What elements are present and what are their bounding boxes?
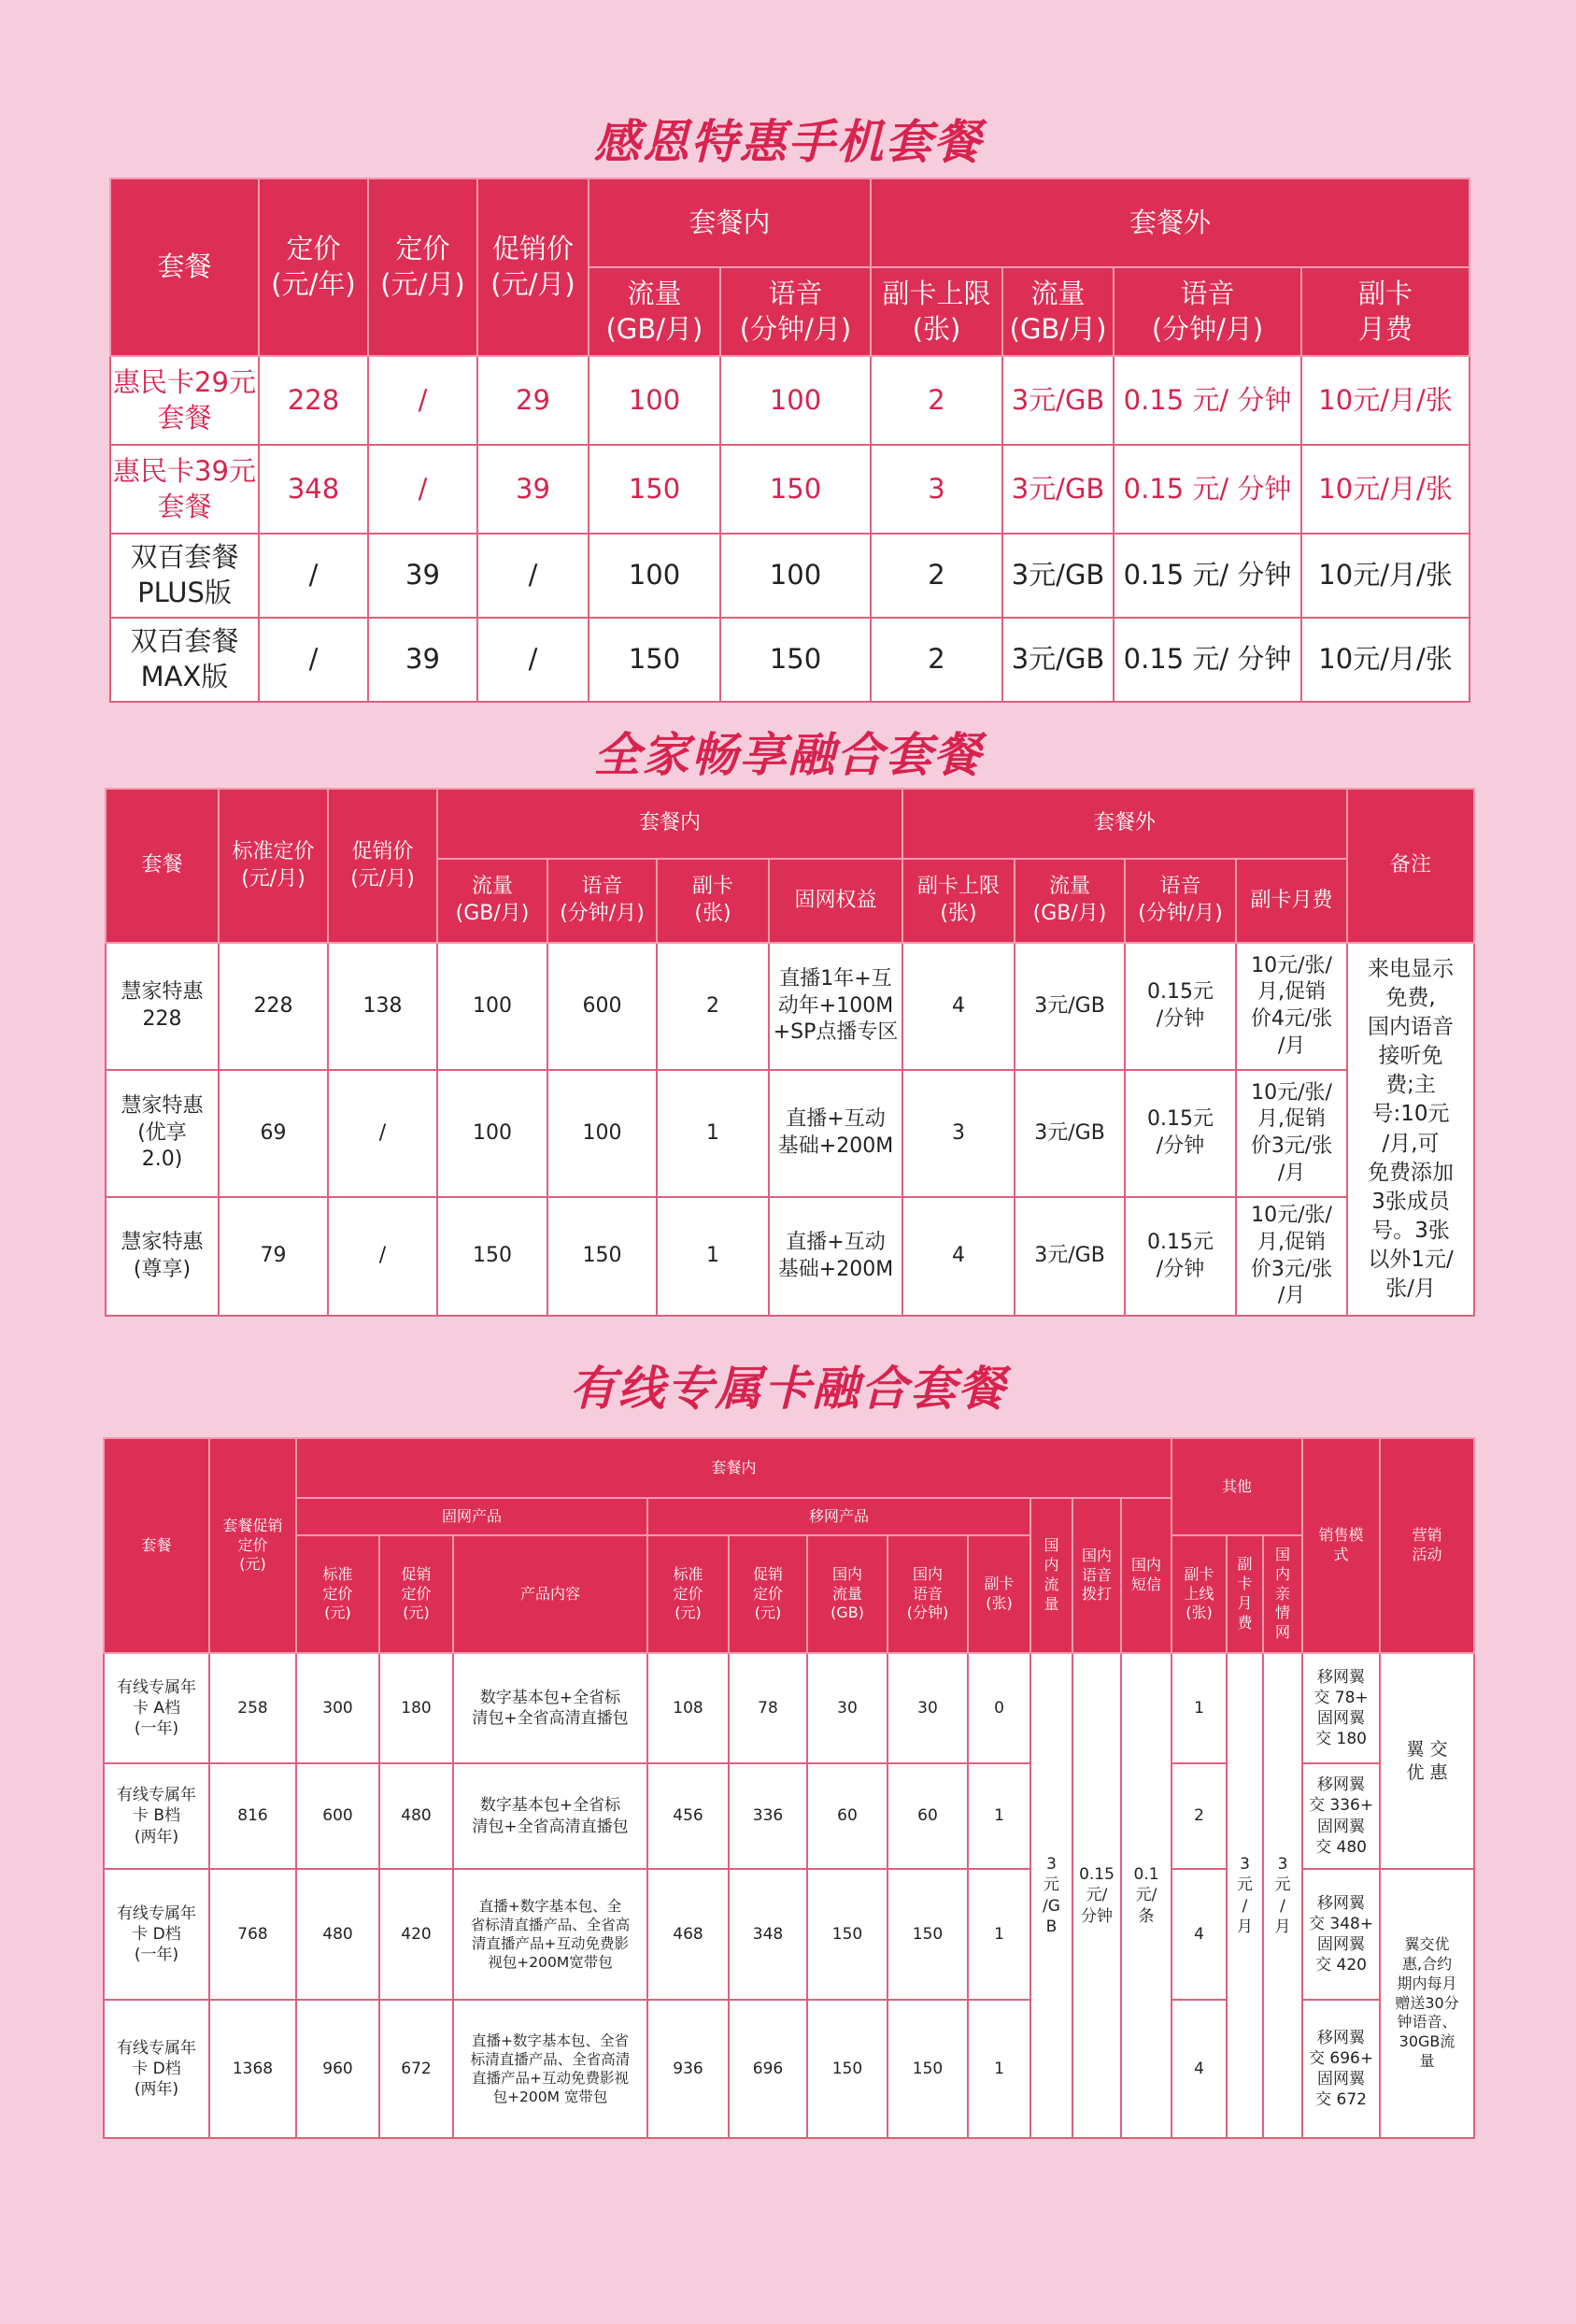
h-price-month: 定价 (元/月) bbox=[368, 178, 477, 356]
merged-marketing-1: 翼 交 优 惠 bbox=[1380, 1653, 1474, 1869]
cell: 直播+互动 基础+200M bbox=[769, 1197, 902, 1316]
cell: 300 bbox=[296, 1653, 379, 1763]
cell: 100 bbox=[437, 1070, 547, 1197]
cell: 10元/月/张 bbox=[1301, 445, 1470, 534]
cell: 30 bbox=[807, 1653, 887, 1763]
h-f-promo: 促销 定价 (元) bbox=[379, 1535, 453, 1653]
cell: 4 bbox=[1171, 1869, 1227, 2000]
cell: 3元/GB bbox=[1015, 943, 1125, 1070]
cell: 数字基本包+全省标 清包+全省高清直播包 bbox=[453, 1763, 647, 1869]
cell: 2 bbox=[1171, 1763, 1227, 1869]
table-family-plans bbox=[105, 788, 1475, 1317]
cell: 936 bbox=[647, 2000, 729, 2138]
h-sub: 副卡 (张) bbox=[657, 859, 769, 943]
cell: 3元/GB bbox=[1002, 356, 1114, 445]
h-promo: 促销价 (元/月) bbox=[477, 178, 589, 356]
h-ex-data: 流量 (GB/月) bbox=[1002, 267, 1114, 356]
h-o-data: 国 内 流 量 bbox=[1030, 1498, 1072, 1653]
cell: 0.15元 /分钟 bbox=[1125, 1197, 1236, 1316]
cell: 480 bbox=[296, 1869, 379, 2000]
cell-name: 慧家特惠 228 bbox=[106, 943, 219, 1070]
cell: 1 bbox=[968, 1869, 1030, 2000]
cell: 100 bbox=[720, 356, 871, 445]
cell: 150 bbox=[547, 1197, 657, 1316]
cell: 78 bbox=[729, 1653, 807, 1763]
cell: 348 bbox=[259, 445, 368, 534]
cell: 0.15 元/ 分钟 bbox=[1114, 534, 1301, 618]
table-cable-plans bbox=[103, 1437, 1475, 2139]
cell: / bbox=[259, 618, 368, 702]
cell: 39 bbox=[368, 534, 477, 618]
cell: / bbox=[368, 356, 477, 445]
h-included: 套餐内 bbox=[437, 789, 902, 859]
cell: 1 bbox=[657, 1197, 769, 1316]
h-sales-mode: 销售模 式 bbox=[1302, 1438, 1380, 1653]
h-m-voice: 国内 语音 (分钟) bbox=[887, 1535, 968, 1653]
cell: 移网翼 交 348+ 固网翼 交 420 bbox=[1302, 1869, 1380, 2000]
cell: 3元/GB bbox=[1015, 1197, 1125, 1316]
merged-o-sub-fee: 3 元 / 月 bbox=[1227, 1653, 1263, 2138]
cell: 100 bbox=[589, 356, 720, 445]
h-sub-fee: 副卡 月费 bbox=[1301, 267, 1470, 356]
h-data: 流量 (GB/月) bbox=[437, 859, 547, 943]
cell: 1 bbox=[1171, 1653, 1227, 1763]
cell: 420 bbox=[379, 1869, 453, 2000]
h-excluded: 套餐外 bbox=[902, 789, 1347, 859]
cell: 移网翼 交 78+ 固网翼 交 180 bbox=[1302, 1653, 1380, 1763]
cell: 3 bbox=[902, 1070, 1015, 1197]
merged-o-sms: 0.1 元/ 条 bbox=[1121, 1653, 1171, 2138]
cell: 10元/张/ 月,促销 价4元/张 /月 bbox=[1236, 943, 1347, 1070]
cell: 100 bbox=[589, 534, 720, 618]
cell-name: 有线专属年 卡 A档 (一年) bbox=[104, 1653, 209, 1763]
title-2: 全家畅享融合套餐 bbox=[593, 728, 983, 782]
h-o-sub-lim: 副卡 上线 (张) bbox=[1171, 1535, 1227, 1653]
cell: 100 bbox=[437, 943, 547, 1070]
cell: 100 bbox=[547, 1070, 657, 1197]
cell: 600 bbox=[296, 1763, 379, 1869]
cell: 29 bbox=[477, 356, 589, 445]
h-f-std: 标准 定价 (元) bbox=[296, 1535, 379, 1653]
cell-name: 双百套餐 MAX版 bbox=[110, 618, 259, 702]
h-m-promo: 促销 定价 (元) bbox=[729, 1535, 807, 1653]
cell: 0.15元 /分钟 bbox=[1125, 1070, 1236, 1197]
cell: / bbox=[477, 618, 589, 702]
h-marketing: 营销 活动 bbox=[1380, 1438, 1474, 1653]
cell: 960 bbox=[296, 2000, 379, 2138]
cell: 0.15 元/ 分钟 bbox=[1114, 618, 1301, 702]
cell: 150 bbox=[807, 2000, 887, 2138]
cell: 258 bbox=[209, 1653, 296, 1763]
cell: 2 bbox=[871, 618, 1002, 702]
cell: 1 bbox=[657, 1070, 769, 1197]
cell: 79 bbox=[219, 1197, 328, 1316]
h-excluded: 套餐外 bbox=[871, 178, 1470, 267]
cell: 移网翼 交 696+ 固网翼 交 672 bbox=[1302, 2000, 1380, 2138]
cell: 600 bbox=[547, 943, 657, 1070]
table-row bbox=[110, 445, 1470, 534]
cell: 3元/GB bbox=[1015, 1070, 1125, 1197]
table-row bbox=[106, 1197, 1474, 1316]
cell: 0.15 元/ 分钟 bbox=[1114, 356, 1301, 445]
h-sub-limit: 副卡上限 (张) bbox=[902, 859, 1015, 943]
h-package: 套餐 bbox=[106, 789, 219, 943]
cell: 0 bbox=[968, 1653, 1030, 1763]
cell-name: 有线专属年 卡 B档 (两年) bbox=[104, 1763, 209, 1869]
cell: 3元/GB bbox=[1002, 445, 1114, 534]
cell: 3元/GB bbox=[1002, 534, 1114, 618]
cell: 0.15 元/ 分钟 bbox=[1114, 445, 1301, 534]
title-1: 感恩特惠手机套餐 bbox=[593, 115, 983, 169]
h-promo: 套餐促销 定价 (元) bbox=[209, 1438, 296, 1653]
cell: 150 bbox=[720, 445, 871, 534]
cell: 4 bbox=[902, 1197, 1015, 1316]
h-m-std: 标准 定价 (元) bbox=[647, 1535, 729, 1653]
cell: 1368 bbox=[209, 2000, 296, 2138]
cell: 348 bbox=[729, 1869, 807, 2000]
cell: 10元/月/张 bbox=[1301, 356, 1470, 445]
h-data: 流量 (GB/月) bbox=[589, 267, 720, 356]
cell: 60 bbox=[807, 1763, 887, 1869]
cell: 10元/月/张 bbox=[1301, 534, 1470, 618]
cell: 3 bbox=[871, 445, 1002, 534]
cell: 移网翼 交 336+ 固网翼 交 480 bbox=[1302, 1763, 1380, 1869]
cell: 456 bbox=[647, 1763, 729, 1869]
cell: 3元/GB bbox=[1002, 618, 1114, 702]
cell: 直播+互动 基础+200M bbox=[769, 1070, 902, 1197]
cell-name: 慧家特惠 (优享 2.0) bbox=[106, 1070, 219, 1197]
h-std-price: 标准定价 (元/月) bbox=[219, 789, 328, 943]
cell: 816 bbox=[209, 1763, 296, 1869]
merged-o-data: 3 元 /G B bbox=[1030, 1653, 1072, 2138]
cell: 39 bbox=[368, 618, 477, 702]
h-f-content: 产品内容 bbox=[453, 1535, 647, 1653]
h-ex-voice: 语音 (分钟/月) bbox=[1125, 859, 1236, 943]
cell: 1 bbox=[968, 1763, 1030, 1869]
h-fixed: 固网权益 bbox=[769, 859, 902, 943]
table-row bbox=[106, 943, 1474, 1070]
table-row bbox=[110, 618, 1470, 702]
cell: 768 bbox=[209, 1869, 296, 2000]
h-m-sub: 副卡 (张) bbox=[968, 1535, 1030, 1653]
cell: 150 bbox=[807, 1869, 887, 2000]
h-included: 套餐内 bbox=[296, 1438, 1171, 1498]
cell: 180 bbox=[379, 1653, 453, 1763]
h-voice: 语音 (分钟/月) bbox=[720, 267, 871, 356]
cell-name: 惠民卡39元 套餐 bbox=[110, 445, 259, 534]
h-sub-limit: 副卡上限 (张) bbox=[871, 267, 1002, 356]
merged-o-voice: 0.15 元/ 分钟 bbox=[1072, 1653, 1121, 2138]
cell: 480 bbox=[379, 1763, 453, 1869]
cell: 2 bbox=[871, 356, 1002, 445]
h-price-year: 定价 (元/年) bbox=[259, 178, 368, 356]
cell: 228 bbox=[219, 943, 328, 1070]
cell-name: 有线专属年 卡 D档 (一年) bbox=[104, 1869, 209, 2000]
cell: 138 bbox=[328, 943, 437, 1070]
cell: 39 bbox=[477, 445, 589, 534]
cell: 直播+数字基本包、全省 标清直播产品、全省高清 直播产品+互动免费影视 包+200M 宽带包 bbox=[453, 2000, 647, 2138]
h-other: 其他 bbox=[1171, 1438, 1302, 1535]
cell-name: 慧家特惠 (尊享) bbox=[106, 1197, 219, 1316]
cell: 直播+数字基本包、全 省标清直播产品、全省高 清直播产品+互动免费影 视包+200M宽带包 bbox=[453, 1869, 647, 2000]
cell: 150 bbox=[720, 618, 871, 702]
h-remark: 备注 bbox=[1347, 789, 1474, 943]
cell: / bbox=[328, 1197, 437, 1316]
cell: 直播1年+互 动年+100M +SP点播专区 bbox=[769, 943, 902, 1070]
h-o-family: 国 内 亲 情 网 bbox=[1263, 1535, 1302, 1653]
merged-o-family: 3 元 / 月 bbox=[1263, 1653, 1302, 2138]
h-ex-data: 流量 (GB/月) bbox=[1015, 859, 1125, 943]
cell: 0.15元 /分钟 bbox=[1125, 943, 1236, 1070]
h-included: 套餐内 bbox=[589, 178, 871, 267]
cell-name: 双百套餐 PLUS版 bbox=[110, 534, 259, 618]
title-3: 有线专属卡融合套餐 bbox=[569, 1362, 1007, 1416]
cell: / bbox=[368, 445, 477, 534]
cell: 228 bbox=[259, 356, 368, 445]
cell: 108 bbox=[647, 1653, 729, 1763]
h-mobile-product: 移网产品 bbox=[647, 1498, 1030, 1535]
table-row bbox=[106, 1070, 1474, 1197]
cell: 2 bbox=[657, 943, 769, 1070]
table-mobile-plans bbox=[109, 178, 1470, 703]
h-sub-fee: 副卡月费 bbox=[1236, 859, 1347, 943]
cell: 1 bbox=[968, 2000, 1030, 2138]
remark-cell: 来电显示 免费, 国内语音 接听免 费;主 号:10元 /月,可 免费添加 3张成员 号。3张 以外1元/ 张/月 bbox=[1347, 943, 1474, 1316]
cell: 150 bbox=[887, 1869, 968, 2000]
cell: 696 bbox=[729, 2000, 807, 2138]
cell: 60 bbox=[887, 1763, 968, 1869]
cell: 150 bbox=[589, 445, 720, 534]
cell: 10元/张/ 月,促销 价3元/张 /月 bbox=[1236, 1197, 1347, 1316]
cell: 150 bbox=[437, 1197, 547, 1316]
h-promo: 促销价 (元/月) bbox=[328, 789, 437, 943]
cell: 336 bbox=[729, 1763, 807, 1869]
cell: 数字基本包+全省标 清包+全省高清直播包 bbox=[453, 1653, 647, 1763]
cell: 468 bbox=[647, 1869, 729, 2000]
h-o-sms: 国内 短信 bbox=[1121, 1498, 1171, 1653]
cell: 10元/张/ 月,促销 价3元/张 /月 bbox=[1236, 1070, 1347, 1197]
cell: 672 bbox=[379, 2000, 453, 2138]
h-m-data: 国内 流量 (GB) bbox=[807, 1535, 887, 1653]
cell: 150 bbox=[887, 2000, 968, 2138]
cell: 30 bbox=[887, 1653, 968, 1763]
cell: 10元/月/张 bbox=[1301, 618, 1470, 702]
h-o-sub-fee: 副 卡 月 费 bbox=[1227, 1535, 1263, 1653]
h-voice: 语音 (分钟/月) bbox=[547, 859, 657, 943]
cell: / bbox=[259, 534, 368, 618]
table-row bbox=[110, 356, 1470, 445]
h-ex-voice: 语音 (分钟/月) bbox=[1114, 267, 1301, 356]
cell: / bbox=[328, 1070, 437, 1197]
cell: / bbox=[477, 534, 589, 618]
cell: 4 bbox=[1171, 2000, 1227, 2138]
merged-marketing-2: 翼交优 惠,合约 期内每月 赠送30分 钟语音、 30GB流 量 bbox=[1380, 1869, 1474, 2138]
cell: 100 bbox=[720, 534, 871, 618]
table-row bbox=[110, 534, 1470, 618]
table-row bbox=[104, 1653, 1474, 1763]
cell-name: 有线专属年 卡 D档 (两年) bbox=[104, 2000, 209, 2138]
cell-name: 惠民卡29元 套餐 bbox=[110, 356, 259, 445]
h-package: 套餐 bbox=[104, 1438, 209, 1653]
cell: 4 bbox=[902, 943, 1015, 1070]
cell: 69 bbox=[219, 1070, 328, 1197]
h-o-voice: 国内 语音 拨打 bbox=[1072, 1498, 1121, 1653]
cell: 150 bbox=[589, 618, 720, 702]
h-package: 套餐 bbox=[110, 178, 259, 356]
h-fixed-product: 固网产品 bbox=[296, 1498, 647, 1535]
cell: 2 bbox=[871, 534, 1002, 618]
